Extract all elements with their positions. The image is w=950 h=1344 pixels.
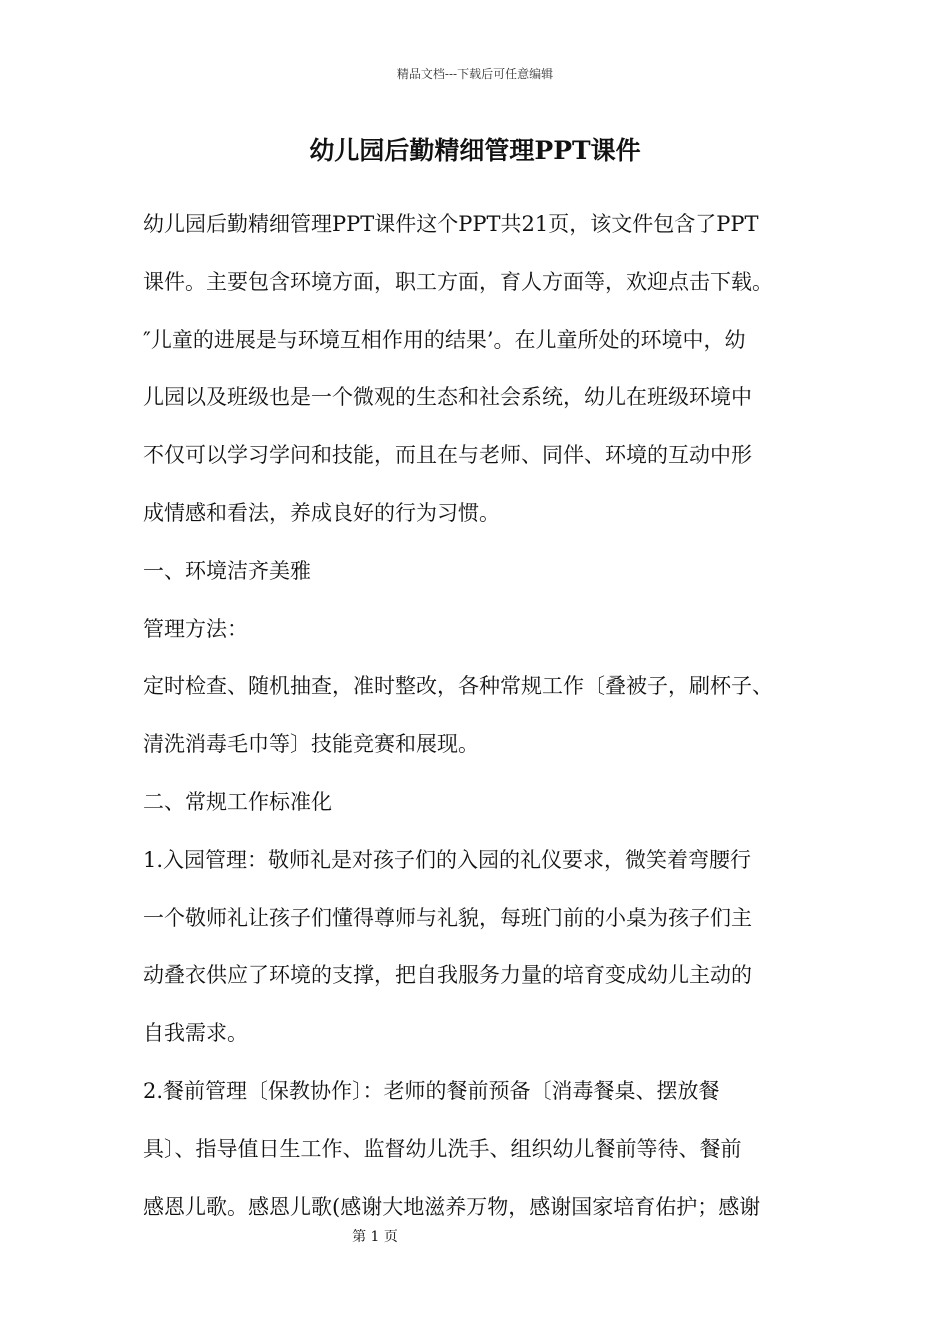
body-line: 一个敬师礼让孩子们懂得尊师与礼貌，每班门前的小桌为孩子们主 <box>143 905 752 930</box>
body-line: 幼儿园后勤精细管理PPT课件这个PPT共21页，该文件包含了PPT <box>143 212 759 236</box>
body-line: 管理方法： <box>143 616 248 641</box>
document-body <box>143 196 813 1236</box>
page-number: 第 1 页 <box>352 1229 398 1245</box>
document-title: 幼儿园后勤精细管理PPT课件 <box>309 136 641 165</box>
body-line: 清洗消毒毛巾等〕技能竞赛和展现。 <box>143 732 479 757</box>
body-line: 1.入园管理：敬师礼是对孩子们的入园的礼仪要求，微笑着弯腰行 <box>143 847 752 872</box>
body-line: 成情感和看法，养成良好的行为习惯。 <box>143 500 500 525</box>
body-line: 动叠衣供应了环境的支撑，把自我服务力量的培育变成幼儿主动的 <box>143 963 752 988</box>
body-line: 儿园以及班级也是一个微观的生态和社会系统，幼儿在班级环境中 <box>143 385 752 410</box>
section-heading: 二、常规工作标准化 <box>143 789 332 814</box>
body-line: 不仅可以学习学问和技能，而且在与老师、同伴、环境的互动中形 <box>143 443 752 468</box>
body-line: 定时检查、随机抽查，准时整改，各种常规工作〔叠被子，刷杯子、 <box>143 674 773 699</box>
body-line: ″儿童的进展是与环境互相作用的结果’。在儿童所处的环境中，幼 <box>143 327 746 352</box>
body-line: 2.餐前管理〔保教协作〕：老师的餐前预备〔消毒餐桌、摆放餐 <box>143 1078 720 1103</box>
body-line: 具〕、指导值日生工作、监督幼儿洗手、组织幼儿餐前等待、餐前 <box>143 1136 742 1161</box>
section-heading: 一、环境洁齐美雅 <box>143 558 311 583</box>
body-line: 感恩儿歌。感恩儿歌(感谢大地滋养万物，感谢国家培育佑护；感谢 <box>143 1194 761 1219</box>
body-line: 课件。主要包含环境方面，职工方面，育人方面等，欢迎点击下载。 <box>143 269 773 294</box>
body-line: 自我需求。 <box>143 1021 248 1046</box>
header-note: 精品文档---下载后可任意编辑 <box>396 67 554 81</box>
